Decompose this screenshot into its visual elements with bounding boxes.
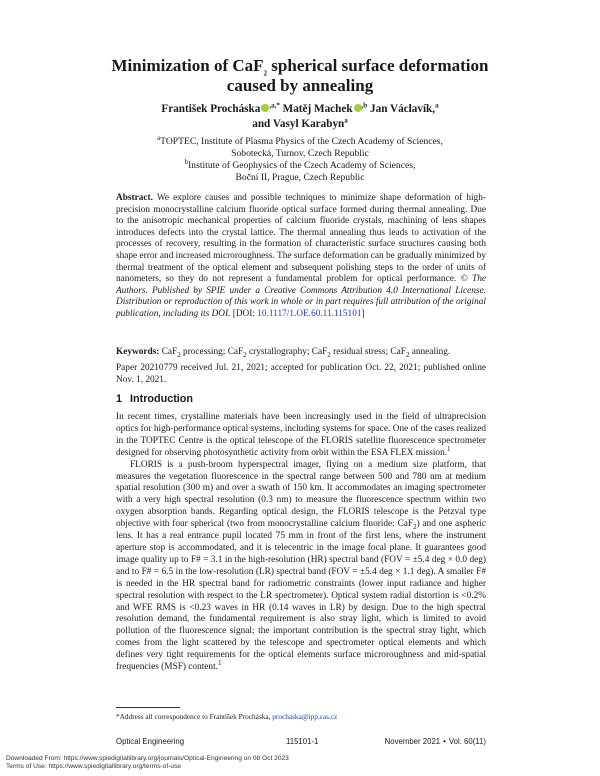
volume-info: Vol. 60(11)	[448, 737, 486, 746]
abstract-text: We explore causes and possible techniques to minimize shape deformation of high-precision monocrystalline calcium fluoride optical surface formed during thermal annealing. Due to the anisotropic mechanical properties of calcium fluoride crystals, machining of lens shapes introduces defects into the crystal lattice. The thermal annealing thus leads to activation of the processes of recovery, resulting in the formation of characteristic surface structures causing both shape error and increased microroughness. The surface deformation can be gradually minimized by thermal treatment of the optical element and subsequent polishing steps to the order of units of nanometers, so they do not represent a fundamental problem for optical performance.	[116, 193, 486, 285]
keyword-text: processing; CaF	[180, 347, 244, 357]
doi-link[interactable]: 10.1117/1.OE.60.11.115101	[257, 308, 362, 319]
download-notice	[6, 755, 596, 771]
paper-title	[80, 56, 520, 96]
section-number: 1	[116, 393, 123, 405]
paragraph-text: In recent times, crystalline materials have been increasingly used in the field of ultraprecision optics for high-performance optical systems, including systems for space. One of the cases realized in the TOPTEC Centre is the optical telescope of the FLORIS satellite fluorescence spectrometer designed for observing photosynthetic activity from orbit within the ESA FLEX mission.	[116, 412, 486, 458]
section-heading	[116, 393, 201, 405]
affiliation-line: Sobotecká, Turnov, Czech Republic	[231, 148, 369, 159]
affiliation-line: Institute of Geophysics of the Czech Academy of Sciences,	[188, 160, 416, 171]
body-text	[116, 412, 486, 674]
title-subscript: 2	[263, 69, 268, 78]
keyword-text: crystallography; CaF	[246, 347, 328, 357]
download-line: Downloaded From: https://www.spiedigitallibrary.org/journals/Optical-Engineering on 08 Oct 2023	[6, 755, 289, 762]
keyword-subscript: 2	[177, 350, 181, 359]
email-link[interactable]: prochaska@ipp.cas.cz	[272, 712, 338, 721]
affiliation-line: Boční II, Prague, Czech Republic	[235, 172, 365, 183]
affiliation-line: TOPTEC, Institute of Plasma Physics of the Czech Academy of Sciences,	[160, 136, 443, 147]
author-affil-marker: a	[344, 116, 348, 125]
keyword-text: residual stress; CaF	[330, 347, 406, 357]
doi-prefix: [DOI:	[232, 308, 258, 319]
author-affil-marker: a	[435, 101, 439, 110]
affil-marker: a	[157, 133, 161, 142]
paragraph-text: ) and one aspheric lens. It has a real entrance pupil located 75 mm in front of the first lens, where the instrument aperture stop is accommodated, and it is telecentric in the image focal plane. It guarantees good image quality up to F# = 3.1 in the high-resolution (HR) spectral band (FOV = ±5.4 deg × 0.0 deg) and to F# = 6.5 in the low-resolution (LR) spectral band (FOV = ±5.4 deg × 1.1 deg). A smaller F# is needed in the HR spectral band for radiometric constraints (lower input radiance and higher spectral resolution with respect to the LR spectrometer). Optical system radial distortion is <0.2% and WFE RMS is <0.23 waves in HR (0.14 waves in LR) by design. Due to the high spectral resolution demand, the fundamental requirement is also stray light, which is limited to avoid pollution of the fluorescence signal; the important contribution is the spectral stray light, which comes from the light scattered by the telescope and spectrometer optical elements and which defines very tight requirements for the optical elements surface microroughness and mid-spatial frequencies (MSF) content.	[116, 519, 487, 673]
publication-history: Paper 20210779 received Jul. 21, 2021; accepted for publication Oct. 22, 2021; published online Nov. 1, 2021.	[116, 363, 486, 385]
separator-dot: •	[443, 737, 446, 746]
title-text: spherical surface deformation	[267, 56, 489, 75]
affil-marker: b	[184, 157, 189, 166]
paragraph-text: FLORIS is a push-broom hyperspectral imager, flying on a medium size platform, that measures the vegetation fluorescence in the spectral range between 500 and 780 nm at medium spatial resolution (300 m) and over a swath of 150 km. It accommodates an imaging spectrometer with a very high spectral resolution (0.3 nm) to measure the fluorescence spectrum within two oxygen absorption bands. Regarding optical design, the FLORIS telescope is the Petzval type objective with four spherical (two from monocrystalline calcium fluoride: CaF	[116, 459, 486, 530]
paragraph-subscript: 2	[413, 523, 417, 532]
title-text: Minimization of CaF	[111, 56, 264, 75]
keywords	[116, 346, 486, 358]
title-text: caused by annealing	[226, 76, 374, 95]
terms-line: Terms of Use: https://www.spiedigitallibrary.org/terms-of-use	[6, 763, 182, 770]
author-affil-marker: ,a,*	[269, 101, 280, 110]
author-list	[90, 102, 510, 132]
abstract	[116, 193, 486, 321]
keyword-subscript: 2	[405, 350, 410, 359]
keyword-subscript: 2	[327, 350, 331, 359]
keywords-label: Keywords:	[116, 347, 160, 357]
keyword-subscript: 2	[243, 350, 247, 359]
abstract-label: Abstract.	[116, 193, 153, 203]
keyword-text: CaF	[161, 347, 178, 357]
affiliations	[120, 133, 480, 184]
journal-name: Optical Engineering	[116, 737, 185, 746]
paragraph	[116, 412, 486, 460]
author-name: and Vasyl Karabyn	[252, 118, 345, 130]
footnote-text: *Address all correspondence to František Procháska,	[116, 712, 273, 721]
keyword-text: annealing.	[409, 347, 451, 357]
license-text: © The Authors. Published by SPIE under a Creative Commons Attribution 4.0 International License. Distribution or reproduction of this work in whole or in part requires full attribution of the original publication, including its DOI.	[116, 274, 486, 319]
author-name: František Procháska	[161, 103, 261, 115]
issue-info	[385, 737, 486, 746]
issue-date: November 2021	[384, 737, 441, 746]
citation-ref[interactable]: 1	[217, 658, 222, 667]
orcid-icon[interactable]	[354, 104, 362, 112]
footnote-divider	[116, 707, 180, 708]
paragraph	[116, 460, 486, 674]
doi-suffix: ]	[361, 308, 365, 319]
author-name: Matěj Machek	[282, 103, 353, 115]
section-title: Introduction	[130, 393, 193, 405]
author-name: Jan Václavík,	[370, 103, 436, 115]
author-affil-marker: ,b	[361, 101, 368, 110]
citation-ref[interactable]: 1	[447, 444, 451, 453]
footnote	[116, 712, 486, 721]
page-number: 115101-1	[286, 737, 319, 746]
